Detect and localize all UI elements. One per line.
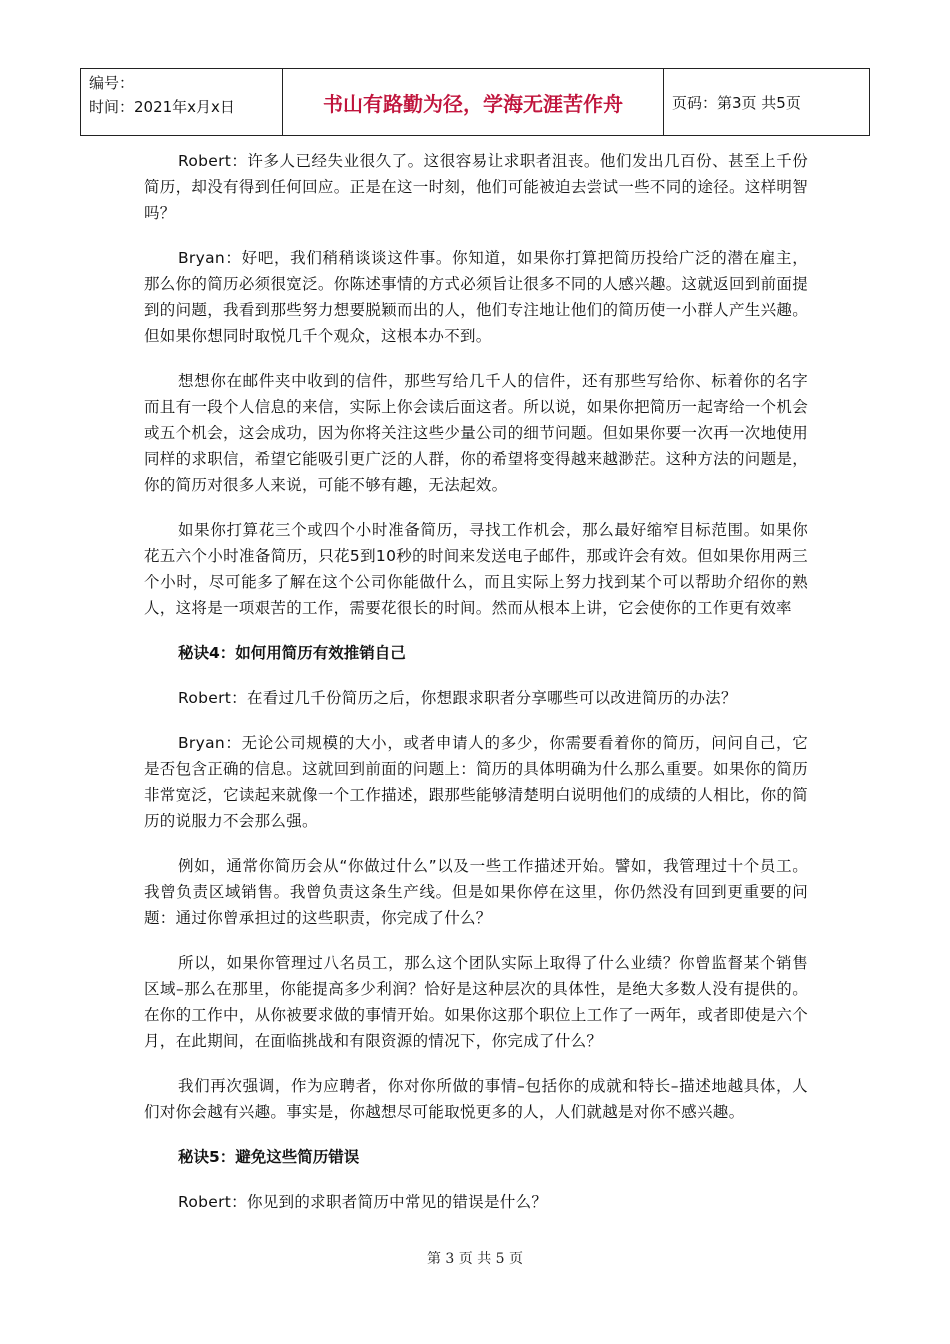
paragraph: 例如，通常你简历会从“你做过什么”以及一些工作描述开始。譬如，我管理过十个员工。我曾负责区域销售。我曾负责这条生产线。但是如果你停在这里，你仍然没有回到更重要的问题：通过你曾承担过的这些职责，你完成了什么？ — [144, 857, 808, 927]
page-footer: 第 3 页 共 5 页 — [426, 1251, 524, 1267]
page-header — [80, 68, 870, 136]
document-body — [144, 148, 808, 1234]
number-label: 编号： — [89, 74, 135, 92]
paragraph: Bryan：无论公司规模的大小，或者申请人的多少，你需要看着你的简历，问问自己，它是否包含正确的信息。这就回到前面的问题上：简历的具体明确为什么那么重要。如果你的简历非常宽泛，它读起来就像一个工作描述，跟那些能够清楚明白说明他们的成绩的人相比，你的简历的说服力不会那么强。 — [144, 734, 808, 830]
paragraph: 如果你打算花三个或四个小时准备简历，寻找工作机会，那么最好缩窄目标范围。如果你花五六个小时准备简历，只花5到10秒的时间来发送电子邮件，那或许会有效。但如果你用两三个小时，尽可能多了解在这个公司你能做什么，而且实际上努力找到某个可以帮助介绍你的熟人，这将是一项艰苦的工作，需要花很长的时间。然而从根本上讲，它会使你的工作更有效率 — [144, 521, 808, 617]
paragraph: 所以，如果你管理过八名员工，那么这个团队实际上取得了什么业绩？你曾监督某个销售区域–那么在那里，你能提高多少利润？恰好是这种层次的具体性，是绝大多数人没有提供的。在你的工作中，从你被要求做的事情开始。如果你这那个职位上工作了一两年，或者即使是六个月，在此期间，在面临挑战和有限资源的情况下，你完成了什么？ — [144, 954, 808, 1050]
section-heading: 秘诀5：避免这些简历错误 — [178, 1148, 360, 1166]
header-page-label: 页码：第3页 共5页 — [672, 93, 801, 112]
paragraph: Bryan：好吧，我们稍稍谈谈这件事。你知道，如果你打算把简历投给广泛的潜在雇主，那么你的简历必须很宽泛。你陈述事情的方式必须旨让很多不同的人感兴趣。这就返回到前面提到的问题，我看到那些努力想要脱颖而出的人，他们专注地让他们的简历使一小群人产生兴趣。但如果你想同时取悦几千个观众，这根本办不到。 — [144, 249, 808, 345]
header-slogan: 书山有路勤为径，学海无涯苦作舟 — [283, 69, 664, 135]
paragraph: Robert：许多人已经失业很久了。这很容易让求职者沮丧。他们发出几百份、甚至上千份简历，却没有得到任何回应。正是在这一时刻，他们可能被迫去尝试一些不同的途径。这样明智吗？ — [144, 152, 808, 222]
paragraph: 想想你在邮件夹中收到的信件，那些写给几千人的信件，还有那些写给你、标着你的名字而且有一段个人信息的来信，实际上你会读后面这者。所以说，如果你把简历一起寄给一个机会或五个机会，这会成功，因为你将关注这些少量公司的细节问题。但如果你要一次再一次地使用同样的求职信，希望它能吸引更广泛的人群，你的希望将变得越来越渺茫。这种方法的问题是，你的简历对很多人来说，可能不够有趣，无法起效。 — [144, 372, 808, 494]
section-heading: 秘诀4：如何用简历有效推销自己 — [178, 644, 406, 662]
time-label: 时间：2021年x月x日 — [89, 98, 235, 116]
header-info — [81, 69, 283, 135]
paragraph: Robert：你见到的求职者简历中常见的错误是什么？ — [178, 1193, 548, 1211]
paragraph: 我们再次强调，作为应聘者，你对你所做的事情–包括你的成就和特长–描述地越具体，人们对你会越有兴趣。事实是，你越想尽可能取悦更多的人，人们就越是对你不感兴趣。 — [144, 1077, 808, 1121]
paragraph: Robert：在看过几千份简历之后，你想跟求职者分享哪些可以改进简历的办法？ — [178, 689, 737, 707]
